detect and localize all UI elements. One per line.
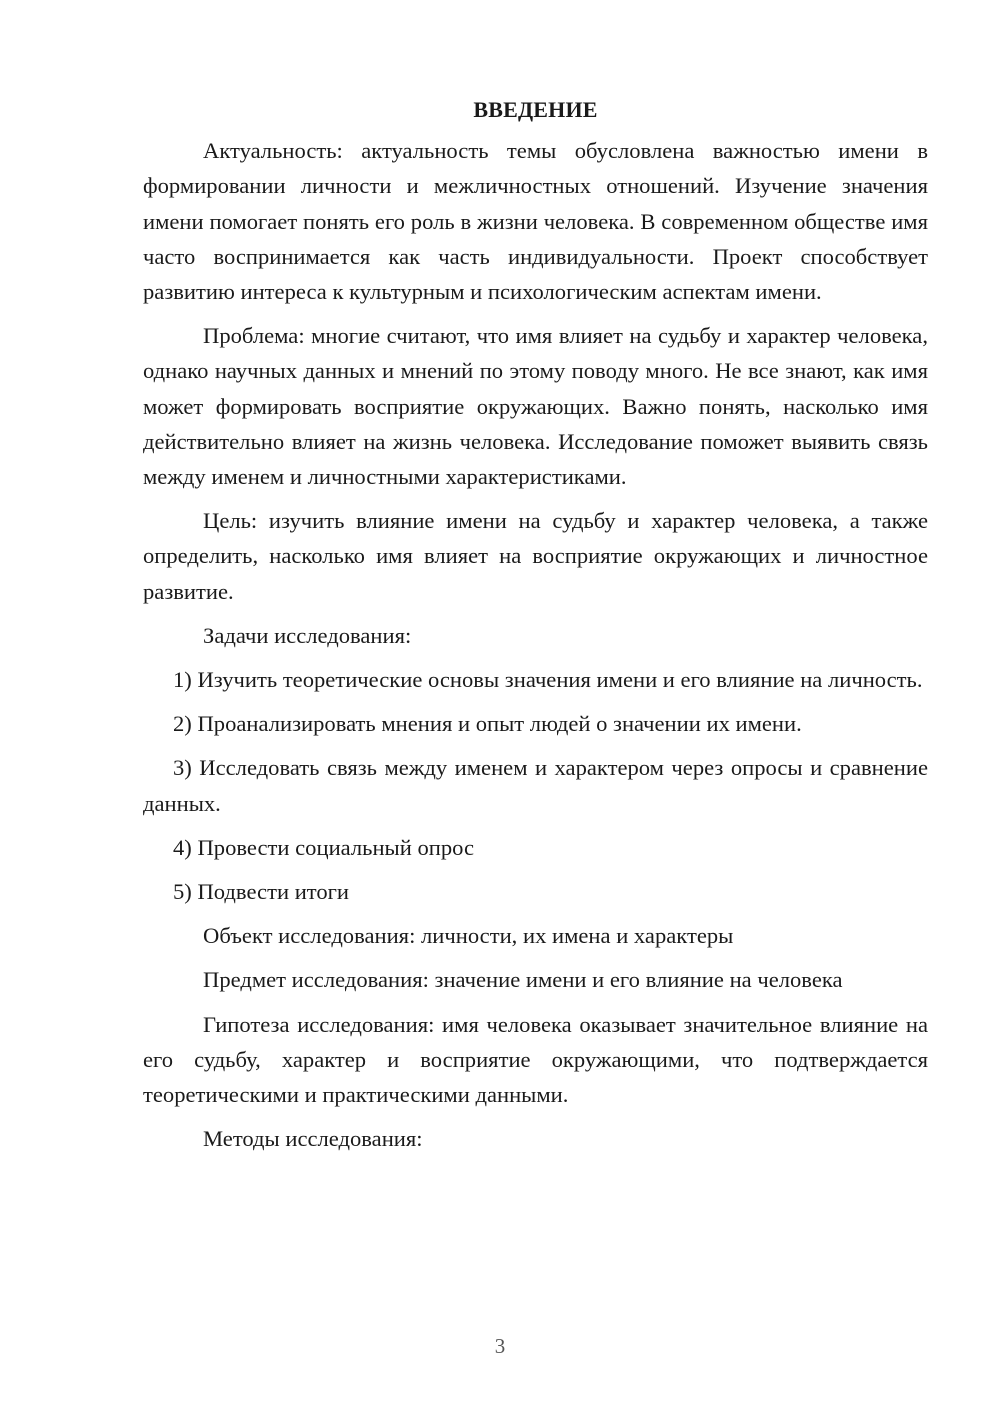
paragraph-relevance: Актуальность: актуальность темы обусловлена важностью имени в формировании личности и межличностных отношений. Изучение значения имени помогает понять его роль в жизни человека. В современном обществе имя часто воспринимается как часть индивидуальности. Проект способствует развитию интереса к культурным и психологическим аспектам имени. [143, 138, 928, 305]
page-content [143, 92, 928, 1156]
paragraph-methods: Методы исследования: [203, 1126, 423, 1152]
paragraph-goal: Цель: изучить влияние имени на судьбу и характер человека, а также определить, насколько имя влияет на восприятие окружающих и личностное развитие. [143, 508, 928, 604]
section-title: ВВЕДЕНИЕ [473, 97, 598, 122]
paragraph-tasks-heading: Задачи исследования: [203, 622, 412, 648]
task-item: 1) Изучить теоретические основы значения имени и его влияние на личность. [173, 667, 923, 693]
paragraph-hypothesis: Гипотеза исследования: имя человека оказывает значительное влияние на его судьбу, характер и восприятие окружающими, что подтверждается теоретическими и практическими данными. [143, 1011, 928, 1108]
task-item: 2) Проанализировать мнения и опыт людей о значении их имени. [173, 711, 802, 737]
paragraph-problem: Проблема: многие считают, что имя влияет на судьбу и характер человека, однако научных данных и мнений по этому поводу много. Не все знают, как имя может формировать восприятие окружающих. Важно понять, насколько имя действительно влияет на жизнь человека. Исследование поможет выявить связь между именем и личностными характеристиками. [143, 323, 928, 490]
paragraph-object: Объект исследования: личности, их имена и характеры [203, 923, 734, 949]
task-item: 5) Подвести итоги [173, 879, 350, 905]
paragraph-subject: Предмет исследования: значение имени и его влияние на человека [203, 967, 843, 993]
task-item: 3) Исследовать связь между именем и характером через опросы и сравнение данных. [143, 755, 928, 816]
task-item: 4) Провести социальный опрос [173, 834, 475, 860]
page-number: 3 [494, 1334, 506, 1358]
